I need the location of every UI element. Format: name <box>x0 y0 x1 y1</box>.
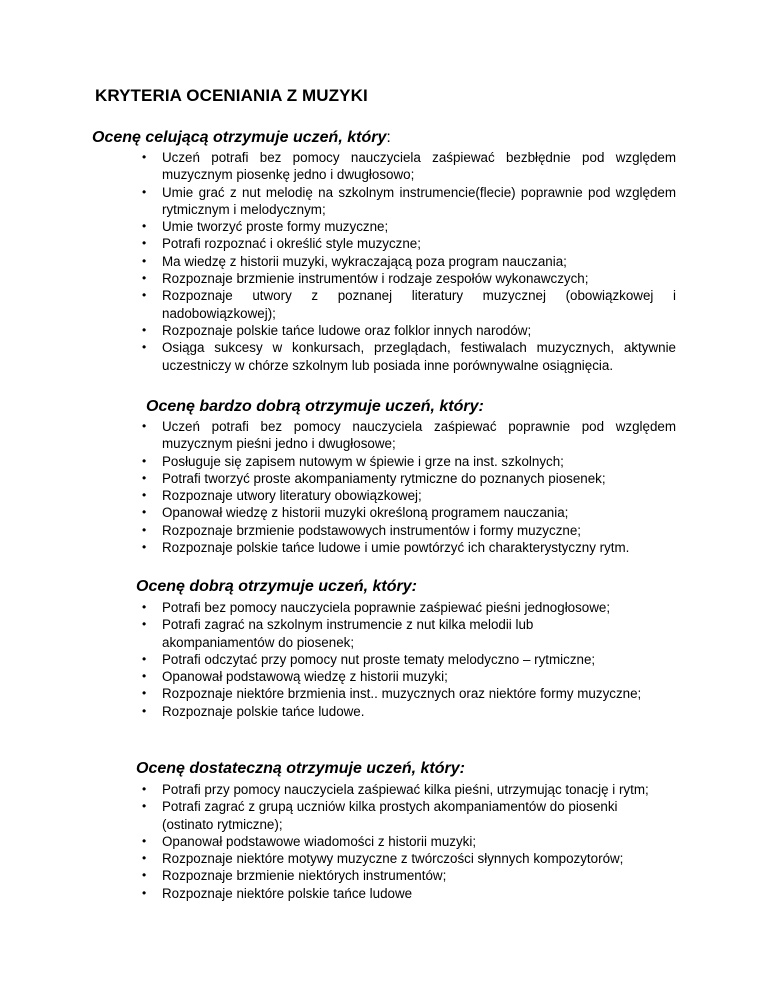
bullet-icon: • <box>142 150 147 164</box>
bullet-icon: • <box>142 851 147 866</box>
bullet-icon: • <box>142 236 147 251</box>
bullet-icon: • <box>142 453 147 468</box>
bullet-icon: • <box>142 340 147 355</box>
list-item: • Rozpoznaje polskie tańce ludowe i umie powtórzyć ich charakterystyczny rytm. <box>142 540 630 556</box>
bullet-icon: • <box>142 799 147 814</box>
list-item: • Uczeń potrafi bez pomocy nauczyciela zaśpiewać bezbłędnie pod względem muzycznym piosenkę jedno i dwugłosowo; <box>142 150 676 183</box>
list-item: • Potrafi rozpoznać i określić style muzyczne; <box>142 236 421 252</box>
bullet-icon: • <box>142 505 147 520</box>
bullet-icon: • <box>142 219 147 234</box>
list-item: • Rozpoznaje niektóre polskie tańce ludowe <box>142 885 413 901</box>
section-heading-good: Ocenę dobrą otrzymuje uczeń, który: <box>136 578 417 595</box>
bullet-icon: • <box>142 686 147 701</box>
bullet-icon: • <box>142 833 147 848</box>
bullet-icon: • <box>142 288 147 303</box>
list-item: • Potrafi zagrać na szkolnym instrumencie z nut kilka melodii lub akompaniamentów do piosenek; <box>142 617 534 650</box>
list-item: • Opanował podstawowe wiadomości z historii muzyki; <box>142 833 477 849</box>
section-grade-satisfactory <box>0 760 768 902</box>
bullet-icon: • <box>142 522 147 537</box>
criteria-list-good <box>0 599 768 720</box>
list-item: • Potrafi odczytać przy pomocy nut proste tematy melodyczno – rytmiczne; <box>142 651 596 667</box>
bullet-icon: • <box>142 868 147 883</box>
document-title: KRYTERIA OCENIANIA Z MUZYKI <box>95 86 368 105</box>
section-heading-excellent <box>92 129 768 147</box>
list-item: • Osiąga sukcesy w konkursach, przeglądach, festiwalach muzycznych, aktywnie uczestniczy w chórze szkolnym lub posiada inne porównywalne osiągnięcia. <box>142 340 676 373</box>
bullet-icon: • <box>142 703 147 718</box>
list-item: • Rozpoznaje brzmienie podstawowych instrumentów i formy muzyczne; <box>142 522 582 538</box>
list-item: • Rozpoznaje utwory z poznanej literatury muzycznej (obowiązkowej i nadobowiązkowej); <box>142 288 676 321</box>
bullet-icon: • <box>142 600 147 614</box>
bullet-icon: • <box>142 419 147 433</box>
criteria-list-satisfactory <box>0 781 768 902</box>
bullet-icon: • <box>142 470 147 485</box>
list-item: • Opanował wiedzę z historii muzyki określoną programem nauczania; <box>142 505 569 521</box>
bullet-icon: • <box>142 617 147 632</box>
criteria-list-excellent <box>0 149 768 374</box>
list-item: • Rozpoznaje brzmienie instrumentów i rodzaje zespołów wykonawczych; <box>142 271 589 287</box>
list-item: • Rozpoznaje utwory literatury obowiązkowej; <box>142 488 422 504</box>
bullet-icon: • <box>142 184 147 199</box>
list-item: • Rozpoznaje polskie tańce ludowe oraz folklor innych narodów; <box>142 322 532 338</box>
list-item: • Ma wiedzę z historii muzyki, wykraczającą poza program nauczania; <box>142 253 567 269</box>
section-heading-satisfactory: Ocenę dostateczną otrzymuje uczeń, który: <box>136 760 465 777</box>
list-item: • Potrafi tworzyć proste akompaniamenty rytmiczne do poznanych piosenek; <box>142 470 606 486</box>
list-item: • Umie tworzyć proste formy muzyczne; <box>142 219 389 235</box>
section-heading-suffix: : <box>386 129 391 146</box>
list-item: • Potrafi zagrać z grupą uczniów kilka prostych akompaniamentów do piosenki (ostinato rytmiczne); <box>142 799 618 832</box>
bullet-icon: • <box>142 322 147 337</box>
section-heading-very-good: Ocenę bardzo dobrą otrzymuje uczeń, który: <box>146 398 484 415</box>
list-item: • Umie grać z nut melodię na szkolnym instrumencie(flecie) poprawnie pod względem rytmicznym i melodycznym; <box>142 184 676 217</box>
list-item: • Rozpoznaje niektóre brzmienia inst.. muzycznych oraz niektóre formy muzyczne; <box>142 686 642 702</box>
list-item: • Opanował podstawową wiedzę z historii muzyki; <box>142 669 448 685</box>
list-item: • Rozpoznaje niektóre motywy muzyczne z twórczości słynnych kompozytorów; <box>142 851 624 867</box>
list-item: • Uczeń potrafi bez pomocy nauczyciela zaśpiewać poprawnie pod względem muzycznym pieśni jedno i dwugłosowe; <box>142 419 676 452</box>
section-grade-very-good <box>0 398 768 556</box>
bullet-icon: • <box>142 651 147 666</box>
section-grade-good <box>0 578 768 720</box>
bullet-icon: • <box>142 885 147 900</box>
criteria-list-very-good <box>0 418 768 556</box>
bullet-icon: • <box>142 253 147 268</box>
list-item: • Potrafi przy pomocy nauczyciela zaśpiewać kilka pieśni, utrzymując tonację i rytm; <box>142 782 649 797</box>
bullet-icon: • <box>142 669 147 684</box>
bullet-icon: • <box>142 271 147 286</box>
list-item: • Potrafi bez pomocy nauczyciela poprawnie zaśpiewać pieśni jednogłosowe; <box>142 600 611 615</box>
list-item: • Posługuje się zapisem nutowym w śpiewie i grze na inst. szkolnych; <box>142 453 564 469</box>
bullet-icon: • <box>142 488 147 503</box>
section-heading-text: Ocenę celującą otrzymuje uczeń, który <box>92 129 387 146</box>
list-item: • Rozpoznaje brzmienie niektórych instrumentów; <box>142 868 447 884</box>
list-item: • Rozpoznaje polskie tańce ludowe. <box>142 703 365 719</box>
section-grade-excellent <box>0 129 768 374</box>
bullet-icon: • <box>142 540 147 555</box>
bullet-icon: • <box>142 782 147 796</box>
